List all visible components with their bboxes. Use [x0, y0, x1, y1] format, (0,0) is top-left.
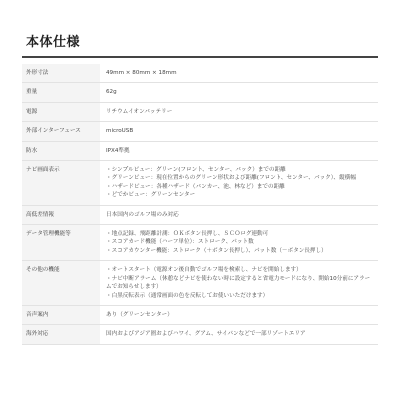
spec-value-text: 49mm × 80mm × 18mm	[106, 70, 177, 76]
spec-value	[100, 141, 378, 160]
spec-row	[22, 141, 378, 160]
spec-bullet-item: ・オートスタート（電源オン後自動でゴルフ場を検索し、ナビを開始します）	[106, 267, 302, 274]
spec-bullet-list	[106, 230, 374, 255]
spec-value	[100, 122, 378, 141]
spec-bullet-item: ・スコアカウンター機能：ストローク（＋ボタン長押し）、パット数（－ボタン長押し）	[106, 247, 327, 254]
spec-value	[100, 205, 378, 224]
spec-label: 防水	[22, 141, 100, 160]
spec-label: 電源	[22, 102, 100, 121]
spec-label: 重量	[22, 83, 100, 102]
spec-row	[22, 261, 378, 306]
spec-bullet-list	[106, 166, 374, 200]
spec-row	[22, 325, 378, 344]
spec-bullet-item: ・ナビ中断アラーム（休憩などナビを使わない時に設定すると省電力モードになり、開始10分前にアラームでお知らせします）	[106, 275, 371, 291]
spec-table-body	[22, 64, 378, 344]
spec-value-text: リチウムイオンバッテリー	[106, 108, 173, 115]
spec-bullet-item: ・どでかビュー：グリーンセンター	[106, 192, 196, 199]
spec-label: 海外対応	[22, 325, 100, 344]
spec-row	[22, 64, 378, 83]
spec-label: 音声案内	[22, 305, 100, 324]
section-heading: 本体仕様	[22, 28, 378, 58]
spec-value	[100, 161, 378, 206]
spec-value-text: 国内およびアジア圏およびハワイ、グアム、サイパンなどで一部リゾートエリア	[106, 331, 306, 338]
spec-row	[22, 102, 378, 121]
spec-bullet-item: ・白黒反転表示（通常画面の色を反転してお使いいただけます）	[106, 292, 269, 299]
spec-value	[100, 305, 378, 324]
spec-bullet-item: ・地点記録、飛距離計測：ＯＫボタン長押し、ＳＣＯログ連動可	[106, 231, 269, 238]
spec-row	[22, 161, 378, 206]
spec-value-text: 62g	[106, 89, 117, 96]
spec-value-text: microUSB	[106, 128, 134, 135]
spec-value-text: IPX4準拠	[106, 147, 130, 154]
spec-row	[22, 205, 378, 224]
spec-value	[100, 261, 378, 306]
spec-bullet-item: ・シンプルビュー：グリーン(フロント、センター、バック）までの距離	[106, 167, 286, 174]
spec-label: 高低差情報	[22, 205, 100, 224]
spec-row	[22, 225, 378, 261]
spec-label: その他の機能	[22, 261, 100, 306]
spec-value-text: あり（グリーンセンター）	[106, 311, 173, 318]
spec-bullet-item: ・ハザードビュー：各種ハザード（バンカー、池、林など）までの距離	[106, 183, 285, 190]
spec-bullet-item: ・スコアカード機能（ハーフ単位）：ストローク、パット数	[106, 239, 254, 246]
spec-section	[22, 28, 378, 345]
spec-value	[100, 102, 378, 121]
spec-bullet-item: ・グリーンビュー：現在位置からのグリーン形状および距離(フロント、センター、バック）、縦横幅	[106, 175, 356, 182]
spec-value	[100, 83, 378, 102]
spec-value	[100, 225, 378, 261]
spec-value	[100, 64, 378, 83]
spec-label: データ管理機能等	[22, 225, 100, 261]
spec-value-text: 日本国内のゴルフ場のみ対応	[106, 211, 179, 218]
spec-label: ナビ画面表示	[22, 161, 100, 206]
spec-row	[22, 305, 378, 324]
spec-row	[22, 122, 378, 141]
spec-label: 外形寸法	[22, 64, 100, 83]
spec-table	[22, 64, 378, 345]
spec-label: 外部インターフェース	[22, 122, 100, 141]
spec-value	[100, 325, 378, 344]
spec-row	[22, 83, 378, 102]
spec-bullet-list	[106, 266, 374, 300]
